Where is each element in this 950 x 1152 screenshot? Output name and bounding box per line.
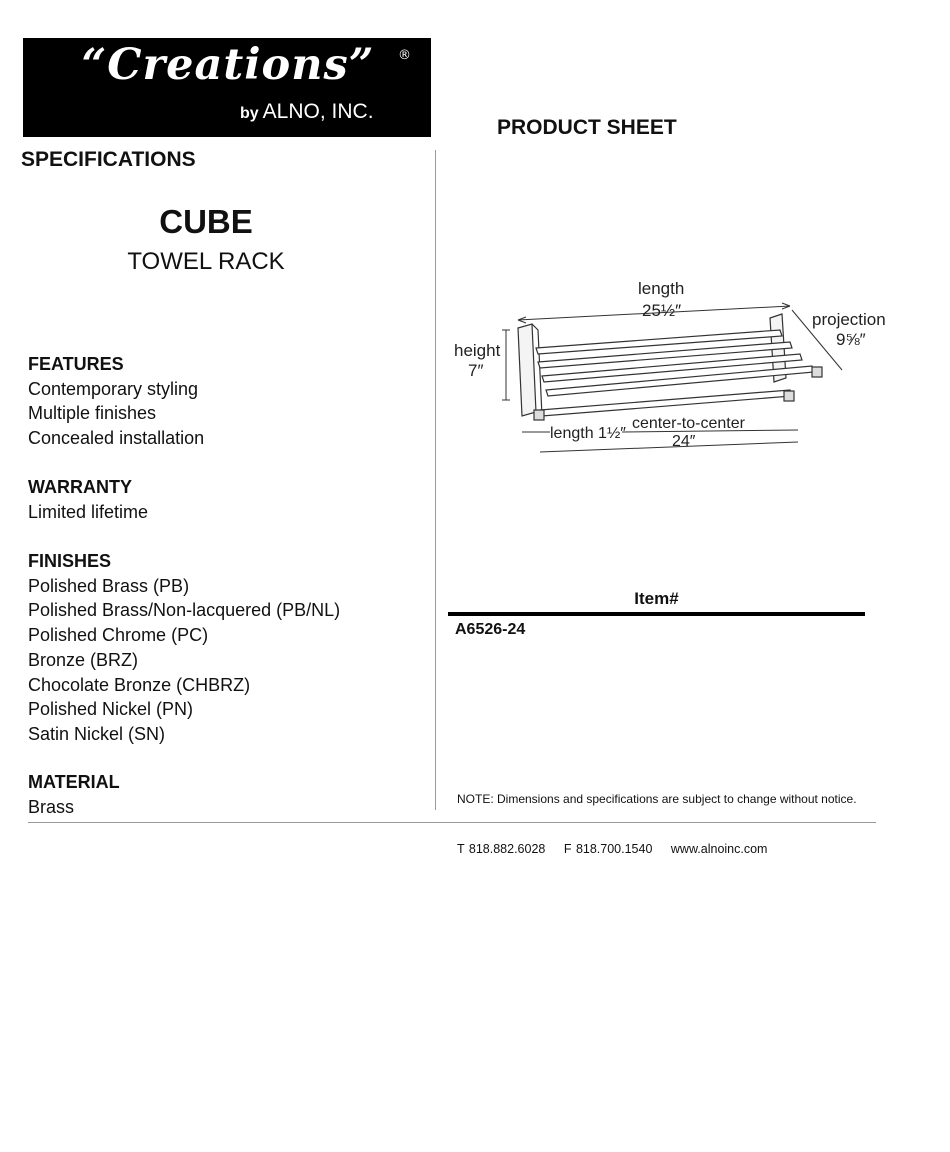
- towel-rack-diagram: [450, 270, 890, 460]
- center-to-center-label: center-to-center: [632, 415, 745, 432]
- warranty-item: Limited lifetime: [28, 501, 149, 522]
- projection-value: 9⅝″: [836, 330, 866, 349]
- feature-item: Contemporary styling: [28, 378, 199, 399]
- finishes-heading: FINISHES: [28, 551, 112, 571]
- finish-item: Polished Brass (PB): [28, 575, 190, 596]
- logo-by: by: [240, 105, 259, 122]
- specifications-heading: SPECIFICATIONS: [21, 148, 196, 171]
- center-to-center-value: 24″: [672, 433, 696, 450]
- material-item: Brass: [28, 796, 75, 817]
- logo-company: ALNO, INC.: [262, 100, 374, 123]
- contact-info: [457, 842, 781, 856]
- warranty-section: [28, 475, 148, 524]
- finish-item: Satin Nickel (SN): [28, 723, 166, 744]
- material-section: [28, 770, 120, 819]
- mount-length-label: length 1½″: [550, 425, 626, 442]
- product-type: TOWEL RACK: [127, 248, 285, 275]
- item-header: Item#: [634, 589, 679, 608]
- length-value: 25½″: [642, 301, 682, 320]
- finish-item: Chocolate Bronze (CHBRZ): [28, 674, 251, 695]
- item-number: A6526-24: [455, 621, 526, 638]
- feature-item: Multiple finishes: [28, 403, 157, 424]
- finish-item: Polished Chrome (PC): [28, 625, 209, 646]
- features-section: [28, 352, 204, 451]
- height-label: height: [454, 341, 501, 360]
- footer-divider: [28, 822, 876, 823]
- phone-number: T 818.882.6028: [457, 842, 546, 856]
- disclaimer-note: NOTE: Dimensions and specifications are subject to change without notice.: [457, 792, 857, 806]
- features-heading: FEATURES: [28, 354, 124, 374]
- finish-item: Bronze (BRZ): [28, 649, 139, 670]
- logo-byline: [240, 100, 374, 124]
- product-name: CUBE: [159, 203, 253, 240]
- finish-item: Polished Nickel (PN): [28, 699, 194, 720]
- column-divider: [435, 150, 436, 810]
- item-rule: [448, 612, 865, 616]
- website-link[interactable]: www.alnoinc.com: [670, 842, 768, 856]
- feature-item: Concealed installation: [28, 428, 205, 449]
- material-heading: MATERIAL: [28, 772, 120, 792]
- warranty-heading: WARRANTY: [28, 477, 132, 497]
- length-label: length: [638, 279, 685, 298]
- finish-item: Polished Brass/Non-lacquered (PB/NL): [28, 600, 341, 621]
- finishes-section: [28, 549, 340, 747]
- fax-number: F 818.700.1540: [563, 842, 653, 856]
- product-sheet-title: PRODUCT SHEET: [497, 116, 677, 139]
- logo-script-text: “Creations”: [81, 40, 375, 90]
- logo-registered-mark: ®: [398, 48, 411, 63]
- rack-drawing: [518, 314, 822, 420]
- projection-label: projection: [812, 310, 886, 329]
- height-value: 7″: [468, 361, 484, 380]
